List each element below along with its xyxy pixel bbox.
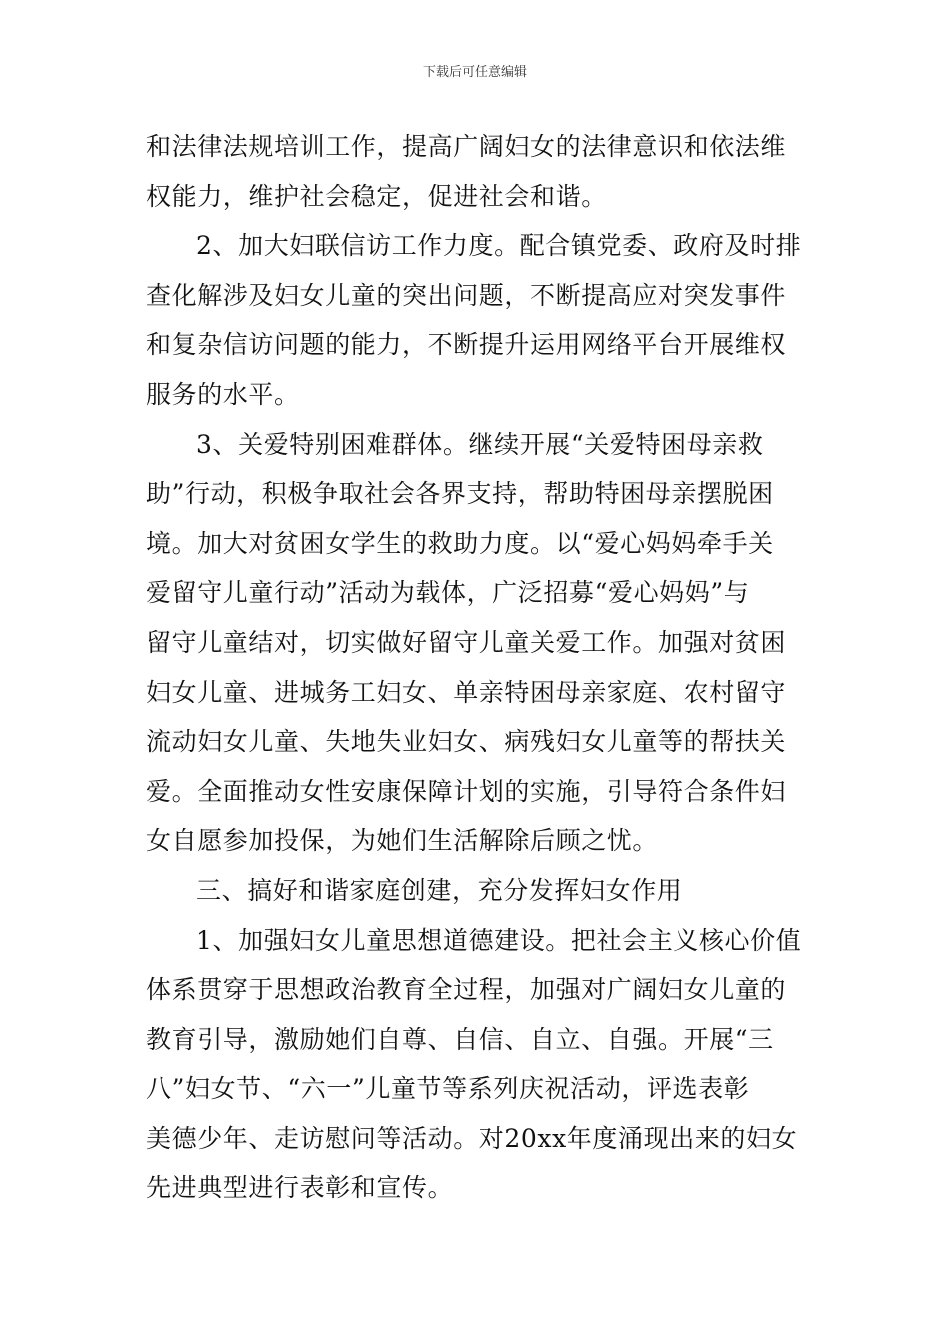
text-line: 流动妇女儿童、失地失业妇女、病残妇女儿童等的帮扶关	[146, 727, 787, 757]
text-line: 权能力，维护社会稳定，促进社会和谐。	[146, 181, 607, 211]
text-line: 服务的水平。	[146, 379, 300, 409]
text-line: 妇女儿童、进城务工妇女、单亲特困母亲家庭、农村留守	[146, 677, 787, 707]
page-header: 下载后可任意编辑	[422, 65, 527, 80]
text-line: 爱留守儿童行动”活动为载体，广泛招募“爱心妈妈”与	[146, 578, 750, 608]
text-line: 和复杂信访问题的能力，不断提升运用网络平台开展维权	[146, 330, 787, 360]
document-body	[146, 122, 811, 1213]
text-line: 先进典型进行表彰和宣传。	[146, 1173, 454, 1203]
text-line: 2、加大妇联信访工作力度。配合镇党委、政府及时排	[196, 231, 802, 261]
text-line: 留守儿童结对，切实做好留守儿童关爱工作。加强对贫困	[146, 627, 787, 657]
text-line: 八”妇女节、“六一”儿童节等系列庆祝活动，评选表彰	[146, 1074, 750, 1104]
text-line: 美德少年、走访慰问等活动。对20xx年度涌现出来的妇女	[146, 1123, 798, 1153]
text-line: 1、加强妇女儿童思想道德建设。把社会主义核心价值	[196, 925, 802, 955]
text-line: 3、关爱特别困难群体。继续开展“关爱特困母亲救	[196, 429, 764, 459]
text-line: 查化解涉及妇女儿童的突出问题，不断提高应对突发事件	[146, 280, 787, 310]
text-line: 境。加大对贫困女学生的救助力度。以“爱心妈妈牵手关	[146, 528, 774, 558]
text-line: 爱。全面推动女性安康保障计划的实施，引导符合条件妇	[146, 776, 787, 806]
text-line: 体系贯穿于思想政治教育全过程，加强对广阔妇女儿童的	[146, 975, 787, 1005]
section-heading: 三、搞好和谐家庭创建，充分发挥妇女作用	[196, 875, 683, 905]
text-line: 助”行动，积极争取社会各界支持，帮助特困母亲摆脱困	[146, 479, 774, 509]
text-line: 教育引导，激励她们自尊、自信、自立、自强。开展“三	[146, 1024, 774, 1054]
text-line: 和法律法规培训工作，提高广阔妇女的法律意识和依法维	[146, 132, 787, 161]
text-line: 女自愿参加投保，为她们生活解除后顾之忧。	[146, 826, 659, 856]
